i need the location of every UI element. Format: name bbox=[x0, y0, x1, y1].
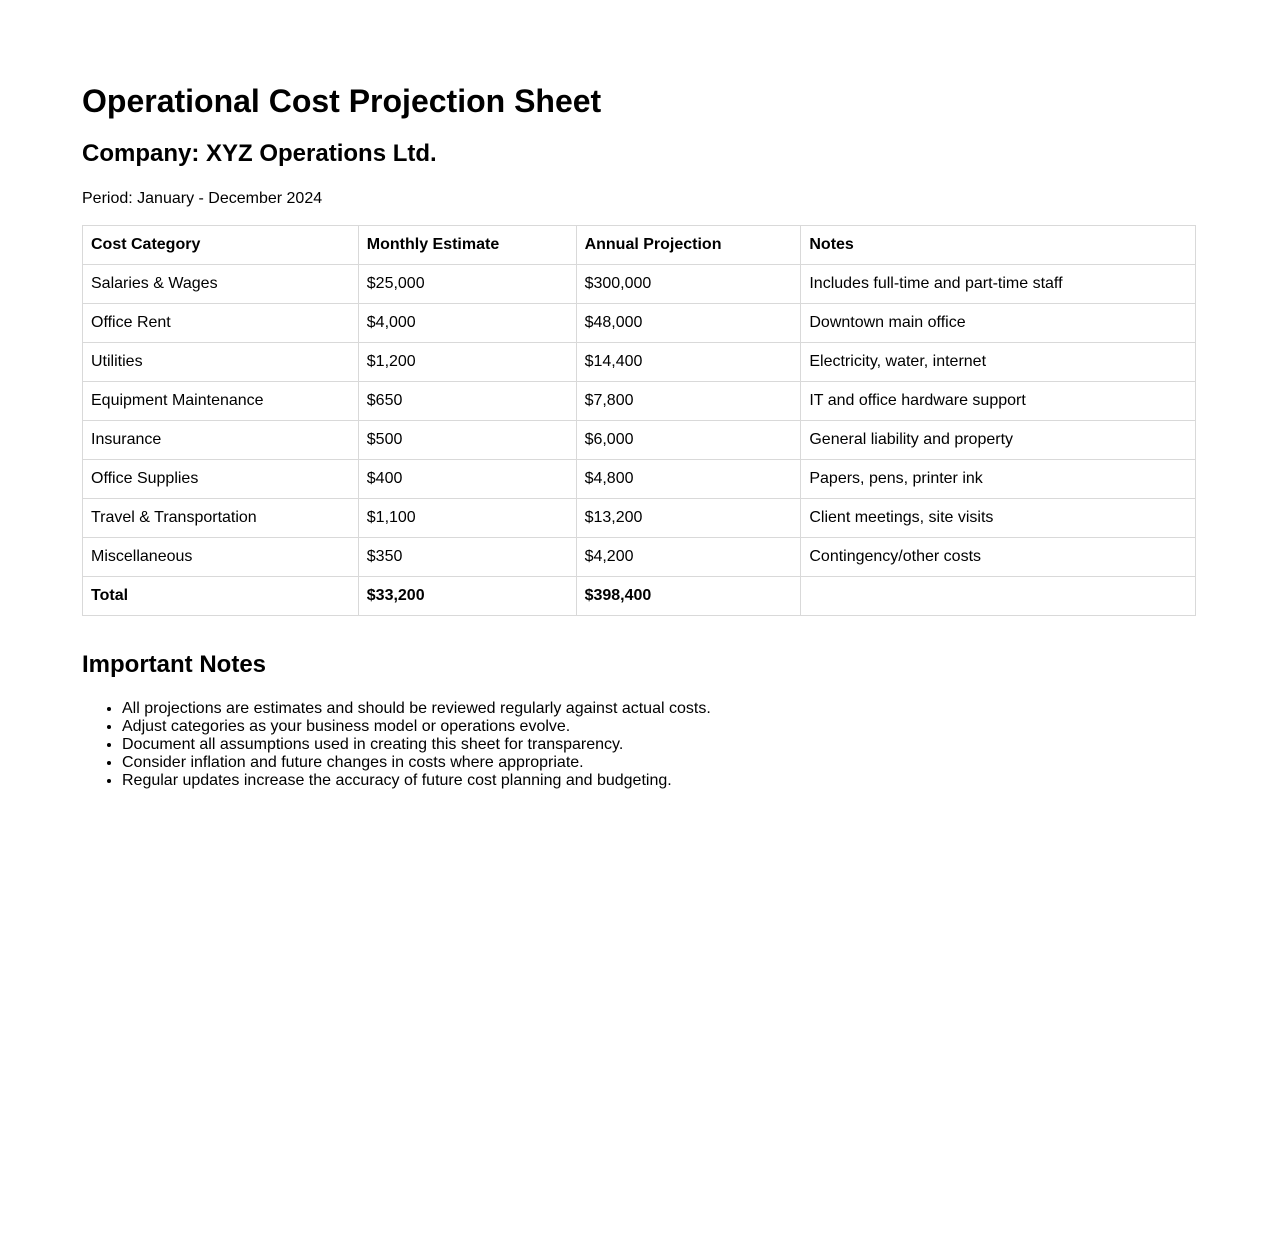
table-row bbox=[83, 499, 1196, 538]
cell-notes: IT and office hardware support bbox=[801, 382, 1196, 421]
total-annual: $398,400 bbox=[576, 577, 801, 616]
list-item: • All projections are estimates and should be reviewed regularly against actual costs. bbox=[122, 700, 1196, 718]
company-name: Company: XYZ Operations Ltd. bbox=[82, 140, 437, 167]
table-row bbox=[83, 343, 1196, 382]
list-item: • Adjust categories as your business model or operations evolve. bbox=[122, 718, 1196, 736]
cell-annual: $6,000 bbox=[576, 421, 801, 460]
cell-monthly: $500 bbox=[358, 421, 576, 460]
table-row bbox=[83, 421, 1196, 460]
cell-notes: Downtown main office bbox=[801, 304, 1196, 343]
table-row bbox=[83, 382, 1196, 421]
cell-category: Utilities bbox=[83, 343, 359, 382]
cell-category: Miscellaneous bbox=[83, 538, 359, 577]
cell-monthly: $350 bbox=[358, 538, 576, 577]
cell-notes: General liability and property bbox=[801, 421, 1196, 460]
period-text: Period: January - December 2024 bbox=[82, 190, 323, 207]
table-row bbox=[83, 265, 1196, 304]
cell-annual: $4,800 bbox=[576, 460, 801, 499]
list-item: • Consider inflation and future changes in costs where appropriate. bbox=[122, 754, 1196, 772]
cell-annual: $300,000 bbox=[576, 265, 801, 304]
cell-category: Office Rent bbox=[83, 304, 359, 343]
total-monthly: $33,200 bbox=[358, 577, 576, 616]
cell-monthly: $650 bbox=[358, 382, 576, 421]
table-header-row bbox=[83, 226, 1196, 265]
cell-category: Salaries & Wages bbox=[83, 265, 359, 304]
notes-heading: Important Notes bbox=[82, 651, 267, 678]
list-item: • Regular updates increase the accuracy of future cost planning and budgeting. bbox=[122, 772, 1196, 790]
cell-monthly: $25,000 bbox=[358, 265, 576, 304]
table-row bbox=[83, 460, 1196, 499]
cell-notes: Client meetings, site visits bbox=[801, 499, 1196, 538]
header-annual-projection: Annual Projection bbox=[576, 226, 801, 265]
cost-table bbox=[82, 225, 1196, 616]
notes-list bbox=[82, 700, 1196, 790]
table-row bbox=[83, 304, 1196, 343]
cell-monthly: $1,200 bbox=[358, 343, 576, 382]
total-row bbox=[83, 577, 1196, 616]
cell-monthly: $1,100 bbox=[358, 499, 576, 538]
cell-annual: $4,200 bbox=[576, 538, 801, 577]
cell-notes: Includes full-time and part-time staff bbox=[801, 265, 1196, 304]
cell-category: Equipment Maintenance bbox=[83, 382, 359, 421]
header-cost-category: Cost Category bbox=[83, 226, 359, 265]
cell-notes: Contingency/other costs bbox=[801, 538, 1196, 577]
header-monthly-estimate: Monthly Estimate bbox=[358, 226, 576, 265]
cell-monthly: $4,000 bbox=[358, 304, 576, 343]
cell-annual: $14,400 bbox=[576, 343, 801, 382]
cell-category: Office Supplies bbox=[83, 460, 359, 499]
page-title: Operational Cost Projection Sheet bbox=[82, 83, 602, 119]
cell-monthly: $400 bbox=[358, 460, 576, 499]
list-item: • Document all assumptions used in creating this sheet for transparency. bbox=[122, 736, 1196, 754]
header-notes: Notes bbox=[801, 226, 1196, 265]
cell-category: Insurance bbox=[83, 421, 359, 460]
cell-notes: Papers, pens, printer ink bbox=[801, 460, 1196, 499]
total-notes bbox=[801, 577, 1196, 616]
total-label: Total bbox=[83, 577, 359, 616]
cell-category: Travel & Transportation bbox=[83, 499, 359, 538]
cell-notes: Electricity, water, internet bbox=[801, 343, 1196, 382]
table-row bbox=[83, 538, 1196, 577]
cell-annual: $48,000 bbox=[576, 304, 801, 343]
cell-annual: $13,200 bbox=[576, 499, 801, 538]
cell-annual: $7,800 bbox=[576, 382, 801, 421]
